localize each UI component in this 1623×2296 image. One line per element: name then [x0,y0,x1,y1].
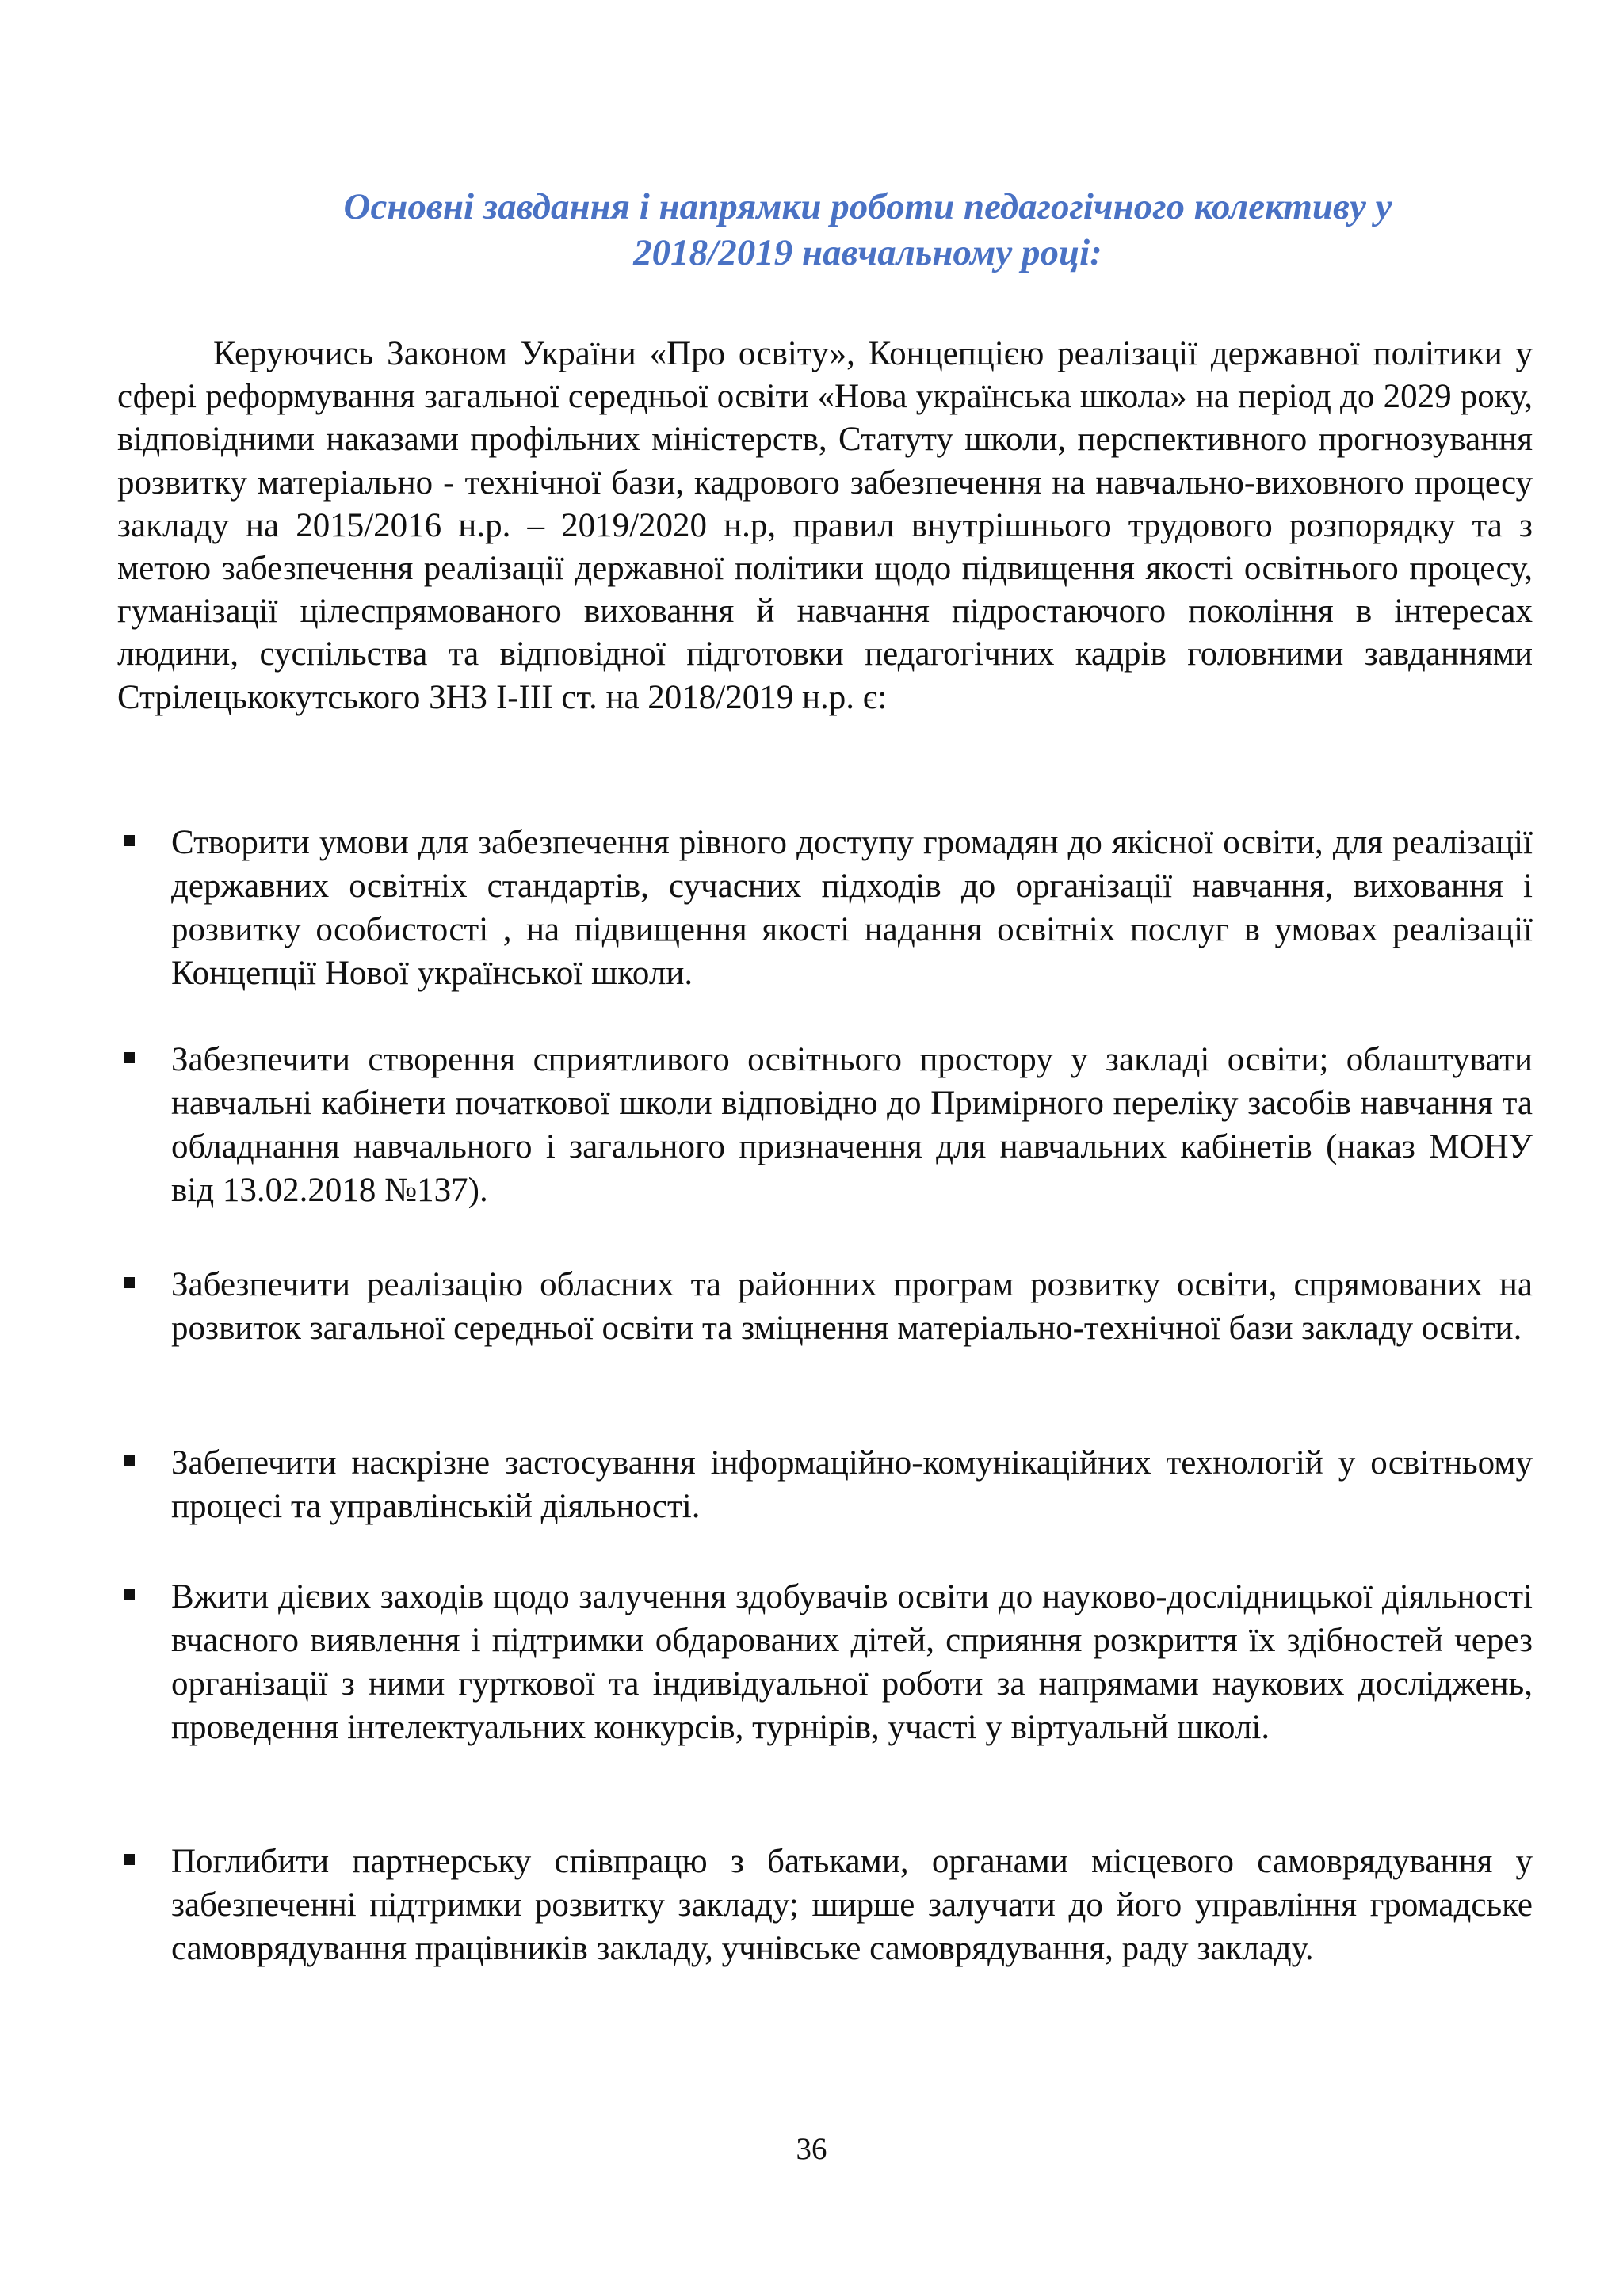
task-text: Забезпечити реалізацію обласних та районних програм розвитку освіти, спрямованих на розвиток загальної середньої освіти та зміцнення матеріально-технічної бази закладу освіти. [171,1266,1533,1347]
task-text: Вжити дієвих заходів щодо залучення здобувачів освіти до науково-дослідницької діяльності вчасного виявлення і підтримки обдарованих дітей, сприяння розкриття їх здібностей через організації з ними гурткової та індивідуальної роботи за напрямами наукових досліджень, проведення інтелектуальних конкурсів, турнірів, участі у віртуальнй школі. [171,1578,1533,1746]
task-list-item [117,1263,1533,1350]
task-text: Забезпечити створення сприятливого освітнього простору у закладі освіти; облаштувати навчальні кабінети початкової школи відповідно до Примірного переліку засобів навчання та обладнання навчального і загального призначення для навчальних кабінетів (наказ МОНУ від 13.02.2018 №137). [171,1041,1533,1209]
square-bullet-icon [124,1854,135,1865]
square-bullet-icon [124,1455,135,1466]
task-list-item [117,1575,1533,1749]
task-text: Поглибити партнерську співпрацю з батьками, органами місцевого самоврядування у забезпеченні підтримки розвитку закладу; ширше залучати до його управління громадське самоврядування працівників закладу, учнівське самоврядування, раду закладу. [171,1843,1533,1967]
task-list-item [117,1038,1533,1212]
intro-paragraph: Керуючись Законом України «Про освіту», Концепцією реалізації державної політики у сфері реформування загальної середньої освіти «Нова українська школа» на період до 2029 року, відповідними наказами профільних міністерств, Статуту школи, перспективного прогнозування розвитку матеріально - технічної бази, кадрового забезпечення на навчально-виховного процесу закладу на 2015/2016 н.р. – 2019/2020 н.р, правил внутрішнього трудового розпорядку та з метою забезпечення реалізації державної політики щодо підвищення якості освітнього процесу, гуманізації цілеспрямованого виховання й навчання підростаючого покоління в інтересах людини, суспільства та відповідної підготовки педагогічних кадрів головними завданнями Стрілецькокутського ЗНЗ І-ІІІ ст. на 2018/2019 н.р. є: [117,335,1533,716]
task-list-item [117,821,1533,995]
task-text: Створити умови для забезпечення рівного доступу громадян до якісної освіти, для реалізації державних освітніх стандартів, сучасних підходів до організації навчання, виховання і розвитку особистості , на підвищення якості надання освітніх послуг в умовах реалізації Концепції Нової української школи. [171,824,1533,992]
task-list-item [117,1840,1533,1970]
section-title-line-1: Основні завдання і напрямки роботи педагогічного колективу у [343,186,1392,227]
square-bullet-icon [124,835,135,846]
task-text: Забепечити наскрізне застосування інформаційно-комунікаційних технологій у освітньому процесі та управлінській діяльності. [171,1444,1533,1525]
section-title-line-2: 2018/2019 навчальному році: [633,232,1102,273]
square-bullet-icon [124,1589,135,1600]
task-list-item [117,1441,1533,1528]
page-number: 36 [796,2132,827,2166]
square-bullet-icon [124,1277,135,1288]
square-bullet-icon [124,1052,135,1063]
section-title [190,184,1545,276]
